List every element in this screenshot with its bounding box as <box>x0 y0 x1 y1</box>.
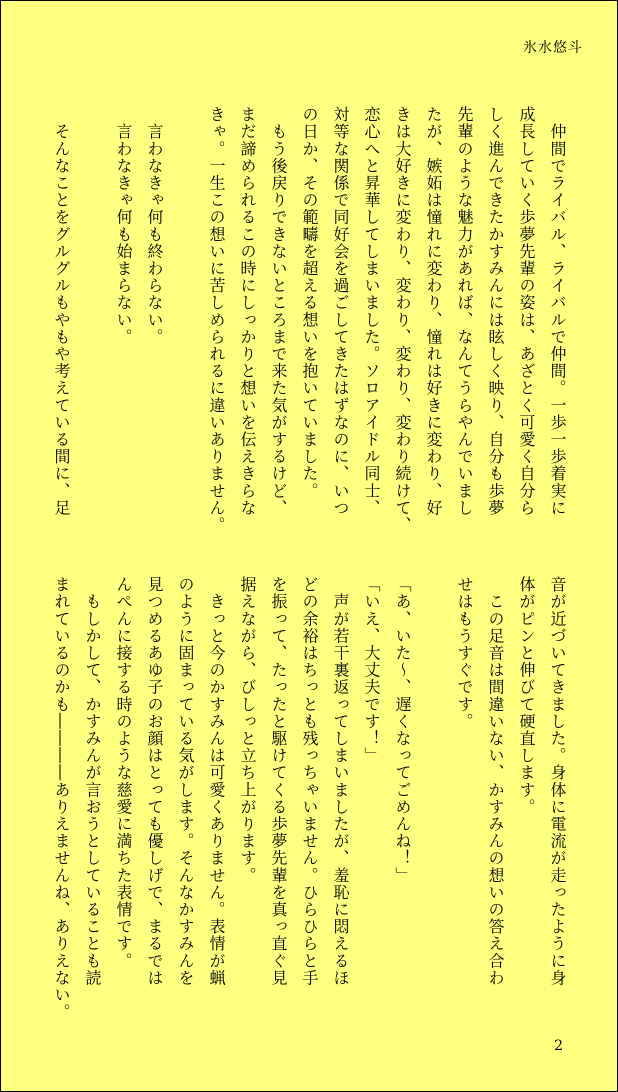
text-line: せはもうすぐです。 <box>455 576 474 730</box>
text-block-bottom <box>46 576 573 1021</box>
text-line: 「あ、いた〜、遅くなってごめんね！」 <box>393 576 412 884</box>
text-line: この足音は間違いない、かすみんの想いの答え合わ <box>486 576 505 987</box>
blank-line <box>418 576 449 996</box>
text-line: の日か、その範疇を超える想いを抱いていました。 <box>300 106 319 500</box>
author-name: 氷水悠斗 <box>523 40 583 56</box>
text-line: どの余裕はちっとも残っちゃいません。ひらひらと手 <box>300 576 319 987</box>
blank-line <box>170 106 201 526</box>
text-line: 据えながら、びしっと立ち上がります。 <box>238 576 257 884</box>
text-line: そんなことをグルグルもやもや考えている間に、足 <box>52 106 71 517</box>
page-number: 2 <box>554 1038 563 1054</box>
text-line: 音が近づいてきました。身体に電流が走ったように身 <box>548 576 567 987</box>
text-line: きゃ。一生この想いに苦しめられるに違いありません。 <box>207 106 226 534</box>
text-line: しく進んできたかすみんには眩しく映り、自分も歩夢 <box>486 106 505 517</box>
text-line: きは大好きに変わり、変わり、変わり、変わり続けて、 <box>393 106 412 534</box>
blank-line <box>77 106 108 526</box>
text-line: 成長していく歩夢先輩の姿は、あざとく可愛く自分ら <box>517 106 536 517</box>
text-line: 対等な関係で同好会を過ごしてきたはずなのに、いつ <box>331 106 350 517</box>
text-line: 言わなきゃ何も終わらない。 <box>145 106 164 346</box>
text-line: 見つめるあゆ子のお顔はとっても優しげで、まるでは <box>145 576 164 987</box>
text-line: 体がピンと伸びて硬直します。 <box>517 576 536 816</box>
text-line: 仲間でライバル、ライバルで仲間。一歩一歩着実に <box>548 106 567 517</box>
text-line: もしかして、かすみんが言おうとしていることも読 <box>83 576 102 987</box>
text-line: んぺんに接する時のような慈愛に満ちた表情です。 <box>114 576 133 970</box>
text-line: 言わなきゃ何も始まらない。 <box>114 106 133 346</box>
text-line: 恋心へと昇華してしまいました。ソロアイドル同士、 <box>362 106 381 517</box>
text-line: まれているのかも――――ありえませんね、ありえない。 <box>52 576 71 1021</box>
text-line: を振って、たったと駆けてくる歩夢先輩を真っ直ぐ見 <box>269 576 288 987</box>
text-line: きっと今のかすみんは可愛くありません。表情が蝋 <box>207 576 226 987</box>
text-line: まだ諦められるこの時にしっかりと想いを伝えきらな <box>238 106 257 517</box>
text-block-top <box>46 106 573 534</box>
text-line: 声が若干裏返ってしまいましたが、羞恥に悶えるほ <box>331 576 350 987</box>
text-line: もう後戻りできないところまで来た気がするけど、 <box>269 106 288 517</box>
text-line: たが、嫉妬は憧れに変わり、憧れは好きに変わり、好 <box>424 106 443 517</box>
text-line: 「いえ、大丈夫です！」 <box>362 576 381 765</box>
text-line: のように固まっている気がします。そんなかすみんを <box>176 576 195 987</box>
text-line: 先輩のような魅力があれば、なんてうらやんでいまし <box>455 106 474 517</box>
